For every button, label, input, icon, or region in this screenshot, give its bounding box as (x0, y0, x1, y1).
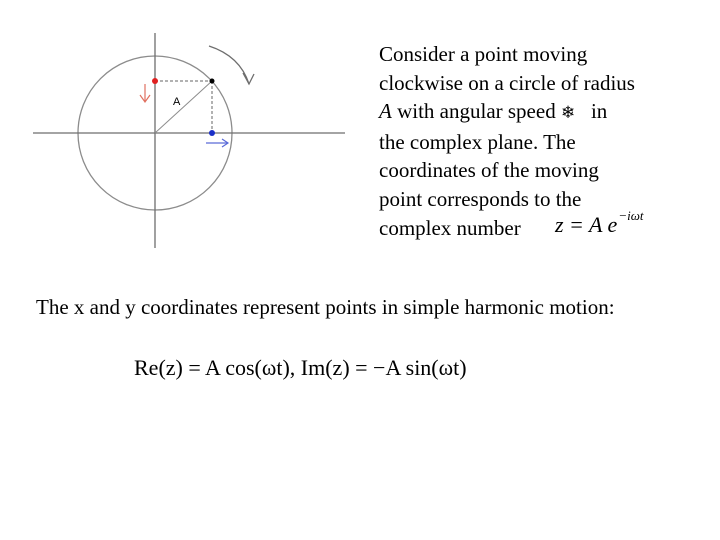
omega-glyph-icon: ❄ (560, 103, 576, 124)
real-imag-formula: Re(z) = A cos(ωt), Im(z) = −A sin(ωt) (134, 355, 467, 380)
desc-line-1: Consider a point moving (379, 42, 588, 66)
down-arrow-icon (140, 84, 150, 102)
desc-line-4: the complex plane. The (379, 129, 576, 154)
equation-lhs: z = A e (555, 212, 618, 237)
radius-variable: A (379, 99, 392, 124)
description-text (379, 40, 699, 242)
circle-diagram (0, 0, 380, 260)
desc-line-3-end: in (590, 99, 608, 124)
complex-number-equation (555, 208, 644, 238)
shm-paragraph: The x and y coordinates represent points in simple harmonic motion: (36, 295, 615, 319)
desc-line-6: point corresponds to the (379, 186, 582, 211)
desc-line-3 (379, 97, 699, 128)
desc-line-3-text: with angular speed (391, 99, 561, 124)
desc-line-2: clockwise on a circle of radius (379, 70, 635, 95)
right-arrow-icon (206, 139, 228, 147)
desc-line-7: complex number (379, 215, 521, 240)
clockwise-arrow-icon (209, 46, 254, 84)
desc-line-5: coordinates of the moving (379, 158, 599, 183)
red-projection-point (152, 78, 158, 84)
radius-label: A (173, 96, 181, 108)
equation-exponent: −iωt (618, 208, 644, 223)
radius-line (155, 81, 212, 133)
blue-projection-point (209, 130, 215, 136)
moving-point (210, 79, 215, 84)
